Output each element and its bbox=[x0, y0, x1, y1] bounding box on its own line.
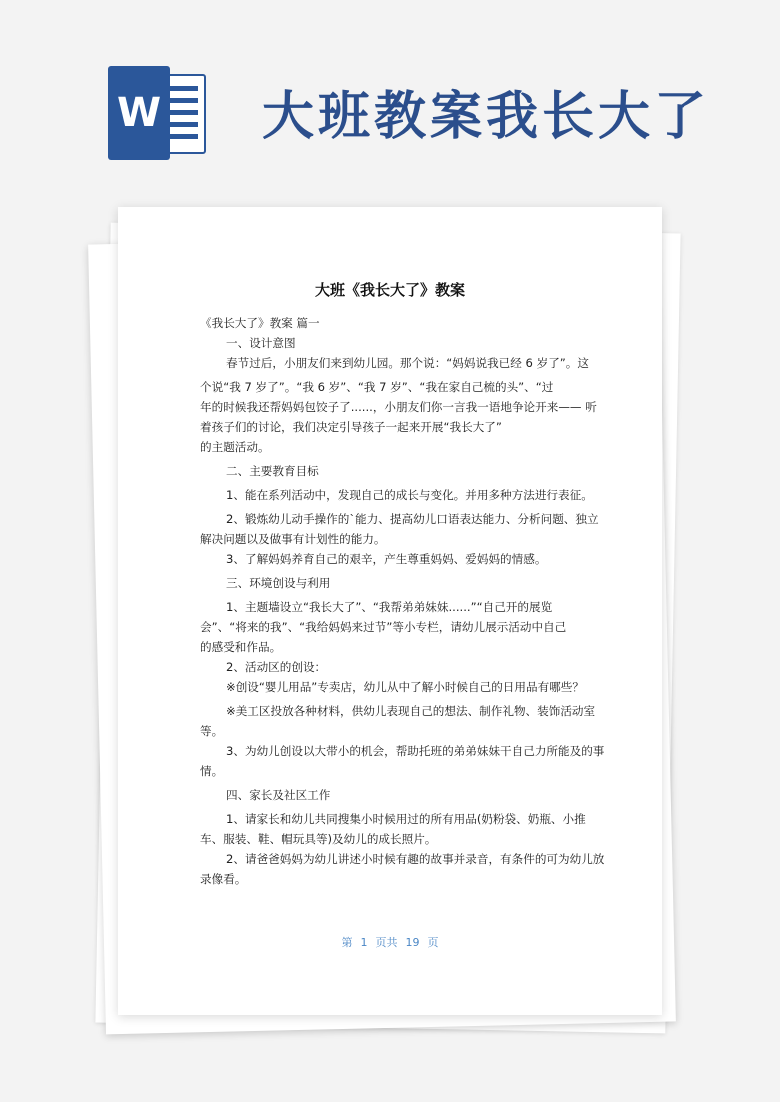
paragraph: 三、环境创设与利用 bbox=[226, 576, 331, 590]
banner-header bbox=[0, 0, 780, 200]
paragraph: 2、请爸爸妈妈为幼儿讲述小时候有趣的故事并录音，有条件的可为幼儿放 bbox=[226, 852, 605, 866]
paragraph: 等。 bbox=[200, 724, 224, 738]
paragraph: 1、主题墙设立“我长大了”、“我帮弟弟妹妹......”“自己开的展览 bbox=[226, 600, 553, 614]
page-footer bbox=[118, 934, 662, 950]
word-document-icon bbox=[108, 66, 206, 160]
paragraph: 四、家长及社区工作 bbox=[226, 788, 331, 802]
paragraph: 解决问题以及做事有计划性的能力。 bbox=[200, 532, 386, 546]
paragraph: 3、为幼儿创设以大带小的机会，帮助托班的弟弟妹妹干自己力所能及的事 bbox=[226, 744, 605, 758]
paragraph: 2、活动区的创设： bbox=[226, 660, 327, 674]
paragraph: ※创设“婴儿用品”专卖店，幼儿从中了解小时候自己的日用品有哪些？ bbox=[226, 680, 584, 694]
paragraph: 会”、“将来的我”、“我给妈妈来过节”等小专栏，请幼儿展示活动中自己 bbox=[200, 620, 567, 634]
paragraph: 个说“我 7 岁了”。“我 6 岁”、“我 7 岁”、“我在家自己梳的头”、“过 bbox=[200, 380, 554, 394]
page-number: 1 bbox=[360, 936, 368, 949]
total-label: 页共 bbox=[375, 936, 398, 949]
paragraph: 《我长大了》教案 篇一 bbox=[200, 316, 320, 330]
paragraph: 春节过后，小朋友们来到幼儿园。那个说：“妈妈说我已经 6 岁了”。这 bbox=[226, 356, 589, 370]
paragraph: ※美工区投放各种材料，供幼儿表现自己的想法、制作礼物、装饰活动室 bbox=[226, 704, 596, 718]
paragraph: 1、请家长和幼儿共同搜集小时候用过的所有用品(奶粉袋、奶瓶、小推 bbox=[226, 812, 586, 826]
paragraph: 一、设计意图 bbox=[226, 336, 296, 350]
paragraph: 1、能在系列活动中，发现自己的成长与变化。并用多种方法进行表征。 bbox=[226, 488, 593, 502]
paragraph: 情。 bbox=[200, 764, 224, 778]
paragraph: 2、锻炼幼儿动手操作的`能力、提高幼儿口语表达能力、分析问题、独立 bbox=[226, 512, 599, 526]
paragraph: 年的时候我还帮妈妈包饺子了......，小朋友们你一言我一语地争论开来—— 听 bbox=[200, 400, 597, 414]
document-page bbox=[118, 207, 662, 1015]
total-pages: 19 bbox=[405, 936, 420, 949]
document-body bbox=[200, 315, 605, 891]
word-icon-tile: W bbox=[108, 66, 170, 160]
paragraph: 的感受和作品。 bbox=[200, 640, 282, 654]
document-title: 大班《我长大了》教案 bbox=[314, 281, 465, 299]
banner-title: 大班教案我长大了 bbox=[262, 86, 711, 147]
paragraph: 3、了解妈妈养育自己的艰辛，产生尊重妈妈、爱妈妈的情感。 bbox=[226, 552, 547, 566]
paragraph: 车、服装、鞋、帽玩具等)及幼儿的成长照片。 bbox=[200, 832, 437, 846]
paragraph: 录像看。 bbox=[200, 872, 247, 886]
paragraph: 二、主要教育目标 bbox=[226, 464, 319, 478]
page-suffix: 页 bbox=[427, 936, 439, 949]
paragraph: 的主题活动。 bbox=[200, 440, 270, 454]
page-label: 第 bbox=[341, 936, 353, 949]
paragraph: 着孩子们的讨论，我们决定引导孩子一起来开展“我长大了” bbox=[200, 420, 502, 434]
